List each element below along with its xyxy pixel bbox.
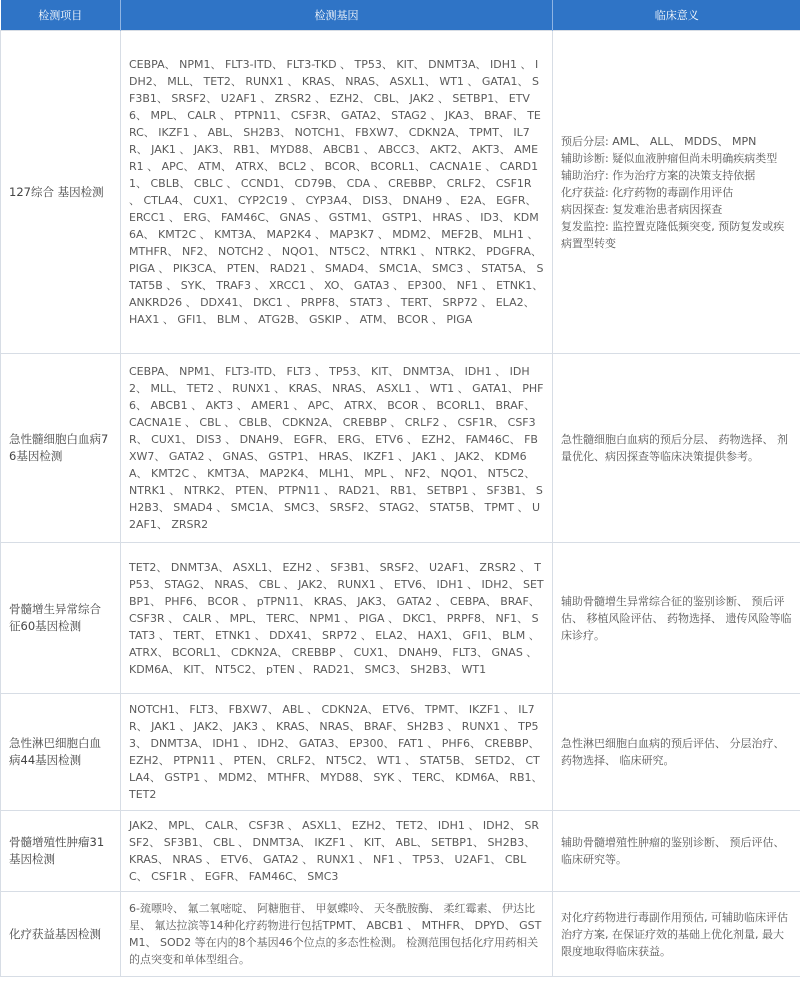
table-row	[1, 543, 800, 694]
clinical-meaning	[553, 892, 800, 977]
test-genes: 6-巯嘌呤、 氟二氧嘧啶、 阿糖胞苷、 甲氨蝶呤、 天冬酰胺酶、 柔红霉素、 伊达比星、 氟达拉滨等14种化疗药物进行包括TPMT、 ABCB1 、 MTHFR、 DPYD、 GSTM1、 SOD2 等在内的8个基因46个位点的多态性检测。 检测范围包括化疗用药相关的点突变和单体型组合。	[121, 892, 553, 977]
meaning-line: 辅助骨髓增殖性肿瘤的鉴别诊断、 预后评估、 临床研究等。	[561, 836, 785, 866]
test-item-name: 127综合 基因检测	[1, 31, 121, 354]
test-genes: JAK2、 MPL、 CALR、 CSF3R 、 ASXL1、 EZH2、 TET2、 IDH1 、 IDH2、 SRSF2、 SF3B1、 CBL 、 DNMT3A、 IKZF1 、 KIT、 ABL、 SETBP1、 SH2B3、 KRAS、 NRAS 、 ETV6、 GATA2 、 RUNX1 、 NF1 、 TP53、 U2AF1、 CBLC、 CSF1R 、 EGFR、 FAM46C、 SMC3	[121, 811, 553, 892]
test-genes: NOTCH1、 FLT3、 FBXW7、 ABL 、 CDKN2A、 ETV6、 TPMT、 IKZF1 、 IL7R、 JAK1 、 JAK2、 JAK3 、 KRAS、 NRAS、 BRAF、 SH2B3 、 RUNX1 、 TP53、 DNMT3A、 IDH1 、 IDH2、 GATA3、 EP300、 FAT1 、 PHF6、 CREBBP、 EZH2、 PTPN11 、 PTEN、 CRLF2、 NT5C2、 WT1 、 STAT5B、 SETD2、 CTLA4、 GSTP1 、 MDM2、 MTHFR、 MYD88、 SYK 、 TERC、 KDM6A、 RB1、 TET2	[121, 694, 553, 811]
meaning-line: 病因探查: 复发难治患者病因探查	[561, 202, 723, 216]
clinical-meaning	[553, 694, 800, 811]
test-genes: CEBPA、 NPM1、 FLT3-ITD、 FLT3 、 TP53、 KIT、 DNMT3A、 IDH1 、 IDH2、 MLL、 TET2 、 RUNX1 、 KRAS、 NRAS、 ASXL1 、 WT1 、 GATA1、 PHF6、 ABCB1 、 AKT3 、 AMER1 、 APC、 ATRX、 BCOR 、 BCORL1、 BRAF、 CACNA1E 、 CBL 、 CBLB、 CDKN2A、 CREBBP 、 CRLF2 、 CSF1R、 CSF3R、 CUX1、 DIS3 、 DNAH9、 EGFR、 ERG、 ETV6 、 EZH2、 FAM46C、 FBXW7、 GATA2 、 GNAS、 GSTP1、 HRAS、 IKZF1 、 JAK1 、 JAK2、 KDM6A、 KMT2C 、 KMT3A、 MAP2K4、 MLH1、 MPL 、 NF2、 NQO1、 NT5C2、 NTRK1 、 NTRK2、 PTEN、 PTPN11 、 RAD21、 RB1、 SETBP1 、 SF3B1、 SH2B3、 SMAD4 、 SMC1A、 SMC3、 SRSF2、 STAG2、 STAT5B、 TPMT 、 U2AF1、 ZRSR2	[121, 354, 553, 543]
clinical-meaning	[553, 354, 800, 543]
header-genes: 检测基因	[121, 0, 553, 31]
clinical-meaning	[553, 543, 800, 694]
test-genes: CEBPA、 NPM1、 FLT3-ITD、 FLT3-TKD 、 TP53、 KIT、 DNMT3A、 IDH1 、 IDH2、 MLL、 TET2、 RUNX1 、 KRAS、 NRAS、 ASXL1、 WT1 、 GATA1、 SF3B1、 SRSF2、 U2AF1 、 ZRSR2 、 EZH2、 CBL、 JAK2 、 SETBP1、 ETV6、 MPL、 CALR 、 PTPN11、 CSF3R、 GATA2、 STAG2 、 JKA3、 BRAF、 TERC、 IKZF1 、 ABL、 SH2B3、 NOTCH1、 FBXW7、 CDKN2A、 TPMT、 IL7R、 JAK1 、 JAK3、 RB1、 MYD88、 ABCB1 、 ABCC3、 AKT2、 AKT3、 AMER1 、 APC、 ATM、 ATRX、 BCL2 、 BCOR、 BCORL1、 CACNA1E 、 CARD11、 CBLB、 CBLC 、 CCND1、 CD79B、 CDA 、 CREBBP、 CRLF2、 CSF1R 、 CTLA4、 CUX1、 CYP2C19 、 CYP3A4、 DIS3、 DNAH9 、 E2A、 EGFR、 ERCC1 、 ERG、 FAM46C、 GNAS 、 GSTM1、 GSTP1、 HRAS 、 ID3、 KDM6A、 KMT2C 、 KMT3A、 MAP2K4 、 MAP3K7 、 MDM2、 MEF2B、 MLH1 、 MTHFR、 NF2、 NOTCH2 、 NQO1、 NT5C2、 NTRK1 、 NTRK2、 PDGFRA、 PIGA 、 PIK3CA、 PTEN、 RAD21 、 SMAD4、 SMC1A、 SMC3 、 STAT5A、 STAT5B 、 SYK、 TRAF3 、 XRCC1 、 XO、 GATA3 、 EP300、 NF1 、 ETNK1、 ANKRD26 、 DDX41、 DKC1 、 PRPF8、 STAT3 、 TERT、 SRP72 、 ELA2、 HAX1 、 GFI1、 BLM 、 ATG2B、 GSKIP 、 ATM、 BCOR 、 PIGA	[121, 31, 553, 354]
table-row	[1, 694, 800, 811]
meaning-line: 急性髓细胞白血病的预后分层、 药物选择、 剂量优化、病因探查等临床决策提供参考。	[561, 433, 788, 463]
clinical-meaning	[553, 31, 800, 354]
meaning-line: 急性淋巴细胞白血病的预后评估、 分层治疗、 药物选择、 临床研究。	[561, 737, 785, 767]
meaning-line: 辅助治疗: 作为治疗方案的决策支持依据	[561, 168, 756, 182]
meaning-line: 预后分层: AML、 ALL、 MDDS、 MPN	[561, 134, 757, 148]
meaning-line: 化疗获益: 化疗药物的毒副作用评估	[561, 185, 734, 199]
header-item: 检测项目	[1, 0, 121, 31]
meaning-line: 对化疗药物进行毒副作用预估, 可辅助临床评估治疗方案, 在保证疗效的基础上优化剂量, 最大限度地取得临床获益。	[561, 910, 788, 958]
test-item-name: 化疗获益基因检测	[1, 892, 121, 977]
meaning-line: 辅助诊断: 疑似血液肿瘤但尚未明确疾病类型	[561, 151, 778, 165]
clinical-meaning	[553, 811, 800, 892]
table-row	[1, 354, 800, 543]
test-item-name: 急性淋巴细胞白血病44基因检测	[1, 694, 121, 811]
table-row	[1, 892, 800, 977]
meaning-line: 辅助骨髓增生异常综合征的鉴别诊断、 预后评估、 移植风险评估、 药物选择、 遗传风险等临床诊疗。	[561, 594, 792, 642]
table-header-row	[1, 0, 800, 31]
test-item-name: 骨髓增生异常综合征60基因检测	[1, 543, 121, 694]
header-meaning: 临床意义	[553, 0, 800, 31]
test-item-name: 骨髓增殖性肿瘤31基因检测	[1, 811, 121, 892]
meaning-line: 复发监控: 监控置克隆低频突变, 预防复发或疾病置型转变	[561, 219, 785, 250]
test-genes: TET2、 DNMT3A、 ASXL1、 EZH2 、 SF3B1、 SRSF2、 U2AF1、 ZRSR2 、 TP53、 STAG2、 NRAS、 CBL 、 JAK2、 RUNX1 、 ETV6、 IDH1 、 IDH2、 SETBP1、 PHF6、 BCOR 、 pTPN11、 KRAS、 JAK3、 GATA2 、 CEBPA、 BRAF、 CSF3R 、 CALR 、 MPL、 TERC、 NPM1 、 PIGA 、 DKC1、 PRPF8、 NF1、 STAT3 、 TERT、 ETNK1 、 DDX41、 SRP72 、 ELA2、 HAX1、 GFI1、 BLM 、 ATRX、 BCORL1、 CDKN2A、 CREBBP 、 CUX1、 DNAH9、 FLT3、 GNAS 、 KDM6A、 KIT、 NT5C2、 pTEN 、 RAD21、 SMC3、 SH2B3、 WT1	[121, 543, 553, 694]
table-row	[1, 811, 800, 892]
test-item-name: 急性髓细胞白血病76基因检测	[1, 354, 121, 543]
table-row	[1, 31, 800, 354]
